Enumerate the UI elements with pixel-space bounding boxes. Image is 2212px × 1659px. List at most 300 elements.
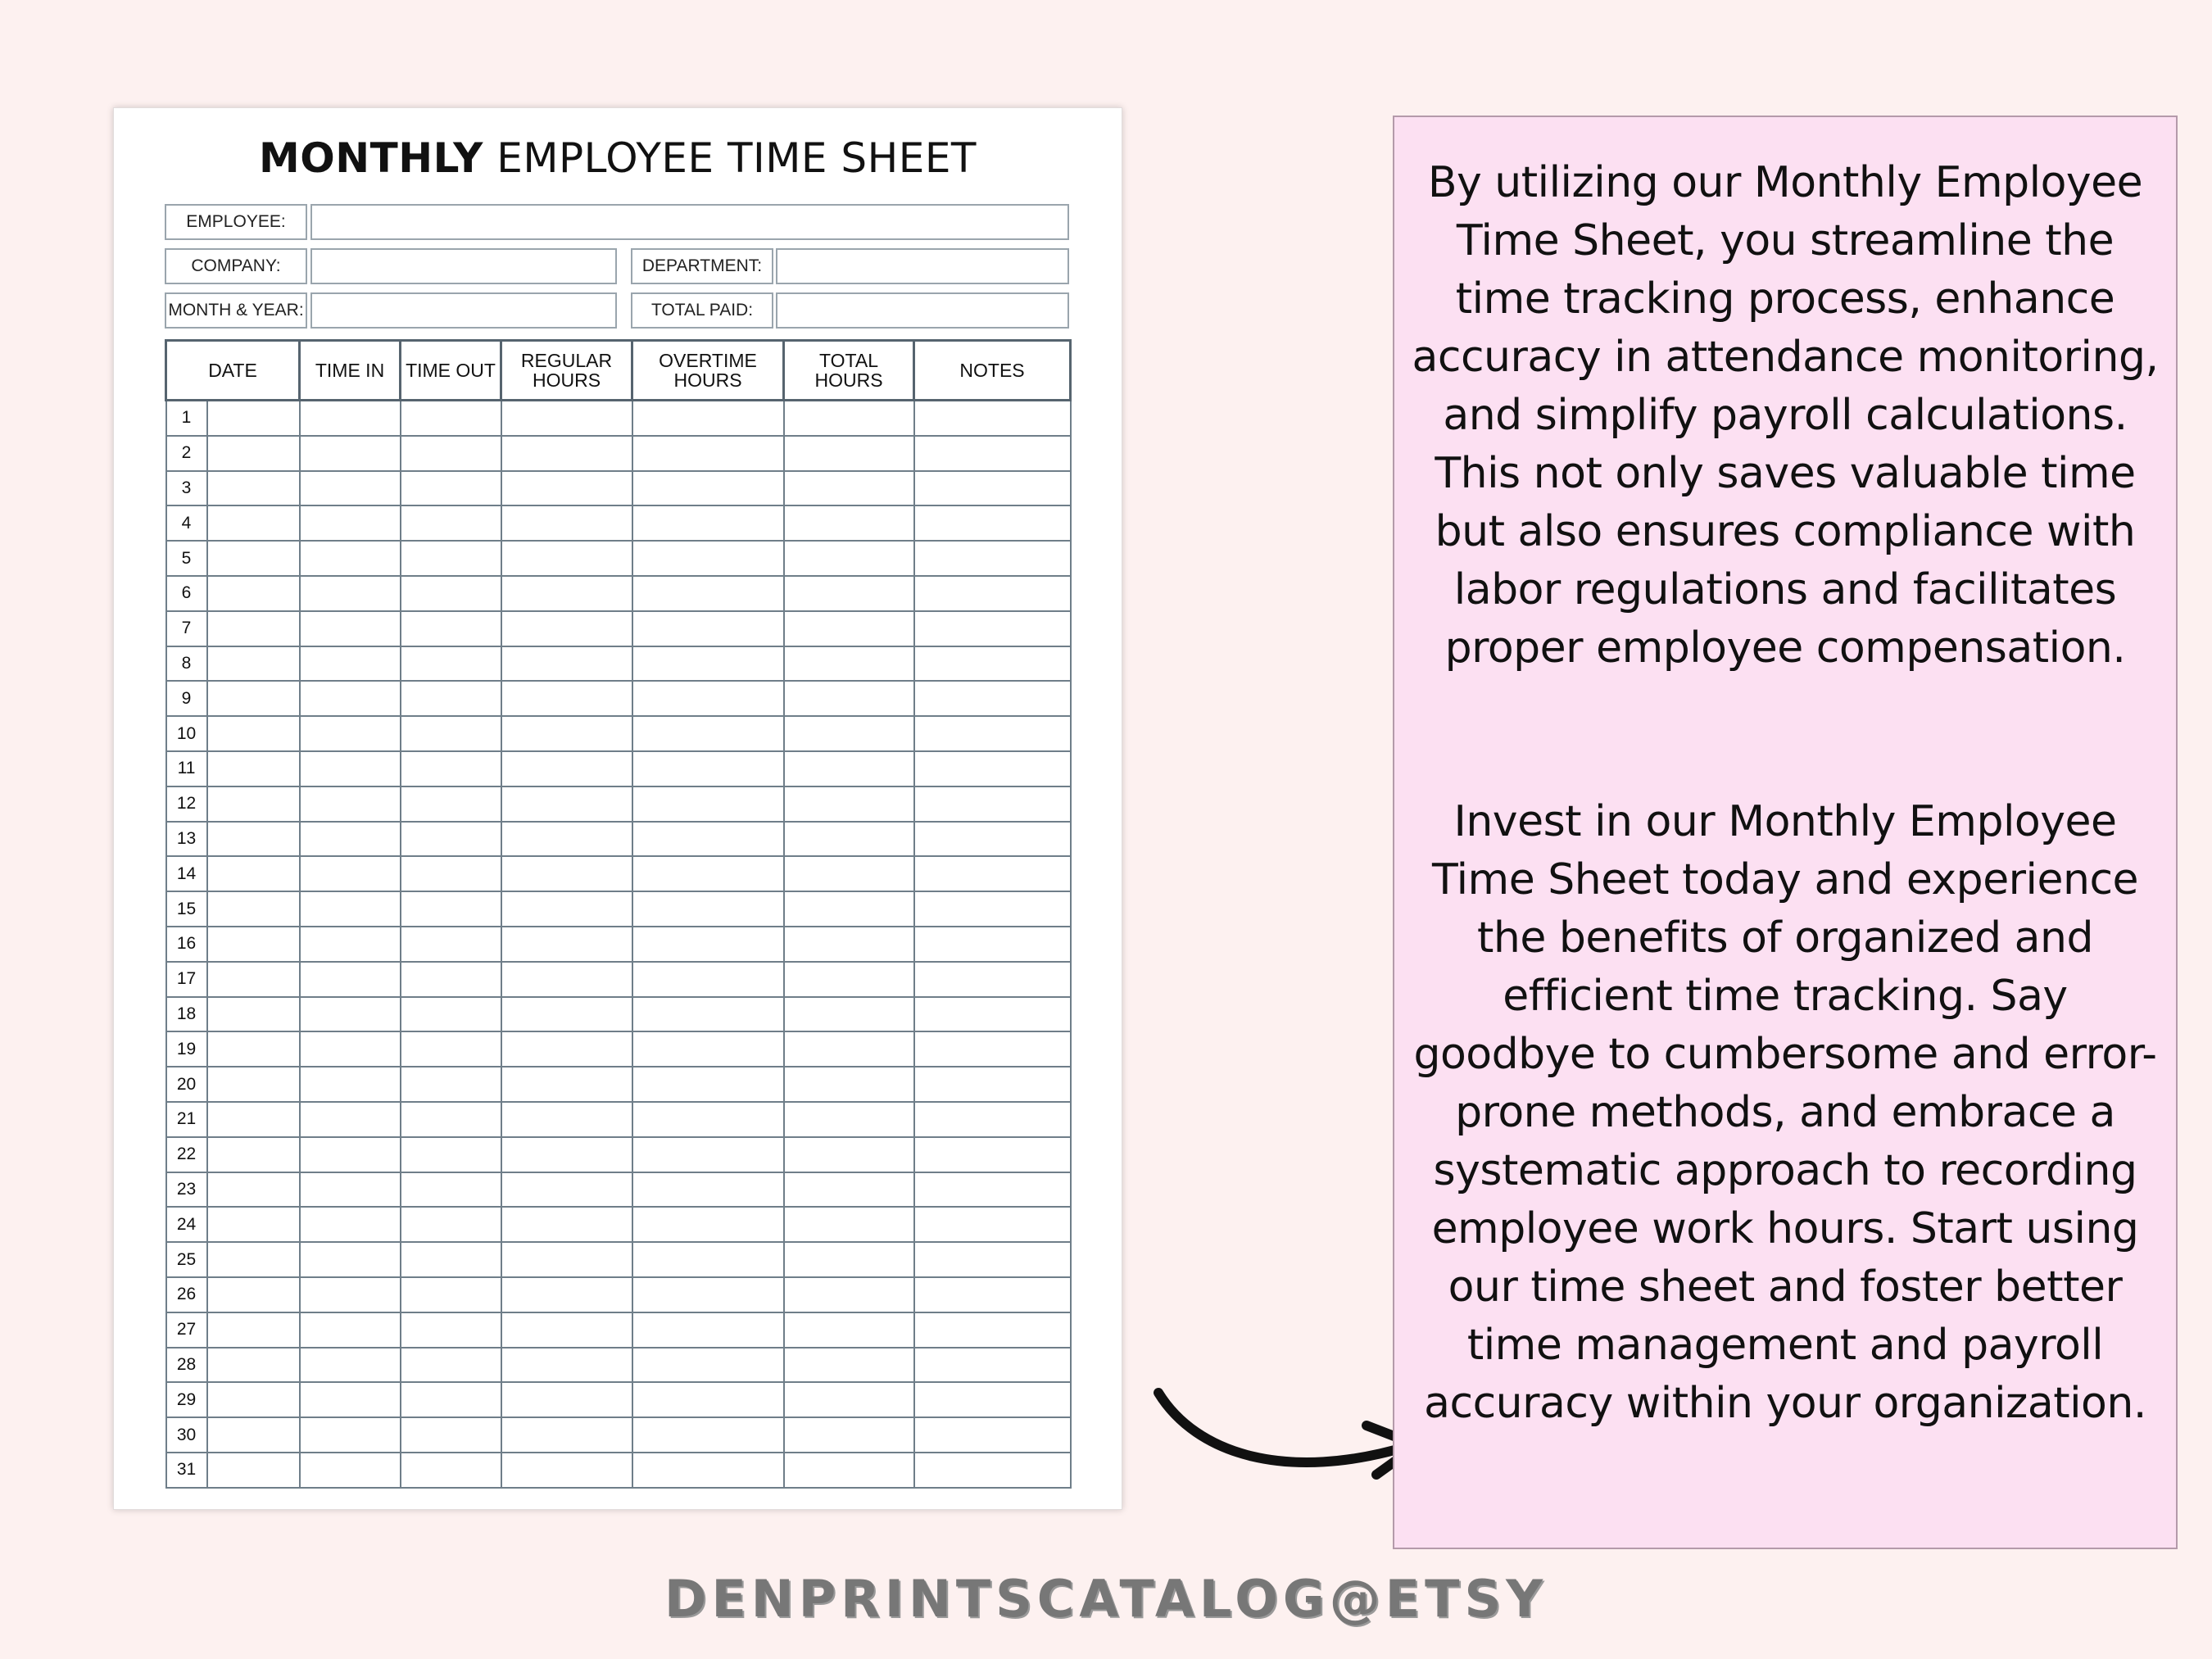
overtime-hours-cell[interactable] [632, 716, 784, 751]
time-in-cell[interactable] [300, 576, 401, 611]
total-paid-label: TOTAL PAID: [631, 292, 773, 329]
overtime-hours-cell[interactable] [632, 505, 784, 541]
regular-hours-cell[interactable] [501, 1137, 632, 1172]
total-line-1: TOTAL [819, 349, 879, 371]
notes-cell[interactable] [914, 927, 1071, 962]
time-out-cell[interactable] [401, 611, 501, 646]
table-row [166, 541, 1071, 576]
company-label: COMPANY: [165, 248, 307, 284]
notes-cell[interactable] [914, 576, 1071, 611]
total-hours-cell[interactable] [784, 646, 914, 682]
overtime-hours-cell[interactable] [632, 1207, 784, 1242]
employee-field[interactable] [310, 204, 1069, 240]
regular-hours-cell[interactable] [501, 997, 632, 1032]
day-number: 26 [166, 1277, 207, 1312]
table-row [166, 611, 1071, 646]
table-row [166, 822, 1071, 857]
notes-cell[interactable] [914, 997, 1071, 1032]
time-in-cell[interactable] [300, 1277, 401, 1312]
regular-hours-cell[interactable] [501, 1067, 632, 1102]
time-in-cell[interactable] [300, 1031, 401, 1067]
table-row [166, 1137, 1071, 1172]
day-number: 3 [166, 471, 207, 506]
time-in-cell[interactable] [300, 716, 401, 751]
month-year-label: MONTH & YEAR: [165, 292, 307, 329]
overtime-hours-cell[interactable] [632, 1348, 784, 1383]
title-rest: EMPLOYEE TIME SHEET [496, 134, 977, 182]
month-year-field[interactable] [310, 292, 617, 329]
time-in-cell[interactable] [300, 1453, 401, 1488]
overtime-hours-cell[interactable] [632, 891, 784, 927]
table-row [166, 1417, 1071, 1453]
date-cell[interactable] [207, 1312, 300, 1348]
overtime-hours-cell[interactable] [632, 576, 784, 611]
total-hours-cell[interactable] [784, 1172, 914, 1208]
notes-cell[interactable] [914, 716, 1071, 751]
day-number: 11 [166, 751, 207, 786]
total-hours-cell[interactable] [784, 962, 914, 997]
date-cell[interactable] [207, 716, 300, 751]
column-header-notes: NOTES [914, 341, 1071, 401]
date-cell[interactable] [207, 1348, 300, 1383]
day-number: 24 [166, 1207, 207, 1242]
table-row [166, 436, 1071, 471]
notes-cell[interactable] [914, 1102, 1071, 1137]
time-out-cell[interactable] [401, 751, 501, 786]
total-hours-cell[interactable] [784, 1348, 914, 1383]
table-row [166, 646, 1071, 682]
regular-hours-cell[interactable] [501, 856, 632, 891]
day-number: 4 [166, 505, 207, 541]
time-in-cell[interactable] [300, 891, 401, 927]
overtime-hours-cell[interactable] [632, 1277, 784, 1312]
overtime-hours-cell[interactable] [632, 1172, 784, 1208]
time-out-cell[interactable] [401, 1207, 501, 1242]
time-in-cell[interactable] [300, 927, 401, 962]
date-cell[interactable] [207, 541, 300, 576]
column-header-time-in: TIME IN [300, 341, 401, 401]
regular-hours-cell[interactable] [501, 962, 632, 997]
time-in-cell[interactable] [300, 962, 401, 997]
time-out-cell[interactable] [401, 1348, 501, 1383]
date-cell[interactable] [207, 1067, 300, 1102]
overtime-hours-cell[interactable] [632, 611, 784, 646]
date-cell[interactable] [207, 1102, 300, 1137]
table-row [166, 1067, 1071, 1102]
time-in-cell[interactable] [300, 1348, 401, 1383]
date-cell[interactable] [207, 1382, 300, 1417]
notes-cell[interactable] [914, 1242, 1071, 1277]
table-row [166, 962, 1071, 997]
table-row [166, 786, 1071, 822]
time-in-cell[interactable] [300, 1137, 401, 1172]
date-cell[interactable] [207, 786, 300, 822]
table-row [166, 1031, 1071, 1067]
regular-hours-cell[interactable] [501, 927, 632, 962]
time-in-cell[interactable] [300, 541, 401, 576]
date-cell[interactable] [207, 436, 300, 471]
total-hours-cell[interactable] [784, 1067, 914, 1102]
time-out-cell[interactable] [401, 541, 501, 576]
overtime-hours-cell[interactable] [632, 646, 784, 682]
total-hours-cell[interactable] [784, 997, 914, 1032]
notes-cell[interactable] [914, 1277, 1071, 1312]
overtime-hours-cell[interactable] [632, 786, 784, 822]
sheet-title [114, 134, 1122, 182]
total-hours-cell[interactable] [784, 1417, 914, 1453]
department-field[interactable] [776, 248, 1069, 284]
overtime-hours-cell[interactable] [632, 856, 784, 891]
overtime-hours-cell[interactable] [632, 436, 784, 471]
time-in-cell[interactable] [300, 822, 401, 857]
day-number: 22 [166, 1137, 207, 1172]
overtime-hours-cell[interactable] [632, 822, 784, 857]
day-number: 10 [166, 716, 207, 751]
time-out-cell[interactable] [401, 646, 501, 682]
notes-cell[interactable] [914, 1067, 1071, 1102]
regular-hours-cell[interactable] [501, 1172, 632, 1208]
time-in-cell[interactable] [300, 1382, 401, 1417]
time-in-cell[interactable] [300, 1207, 401, 1242]
overtime-hours-cell[interactable] [632, 751, 784, 786]
total-hours-cell[interactable] [784, 681, 914, 716]
time-out-cell[interactable] [401, 576, 501, 611]
regular-hours-cell[interactable] [501, 505, 632, 541]
date-cell[interactable] [207, 1417, 300, 1453]
total-hours-cell[interactable] [784, 401, 914, 436]
total-paid-field[interactable] [776, 292, 1069, 329]
total-hours-cell[interactable] [784, 1137, 914, 1172]
time-out-cell[interactable] [401, 1102, 501, 1137]
total-hours-cell[interactable] [784, 611, 914, 646]
time-out-cell[interactable] [401, 436, 501, 471]
time-in-cell[interactable] [300, 401, 401, 436]
time-out-cell[interactable] [401, 927, 501, 962]
overtime-hours-cell[interactable] [632, 1102, 784, 1137]
time-in-cell[interactable] [300, 1102, 401, 1137]
time-out-cell[interactable] [401, 1453, 501, 1488]
total-hours-cell[interactable] [784, 576, 914, 611]
column-header-overtime-hours [632, 341, 784, 401]
total-hours-cell[interactable] [784, 856, 914, 891]
date-cell[interactable] [207, 1207, 300, 1242]
overtime-hours-cell[interactable] [632, 401, 784, 436]
day-number: 16 [166, 927, 207, 962]
total-hours-cell[interactable] [784, 436, 914, 471]
total-hours-cell[interactable] [784, 1312, 914, 1348]
regular-hours-cell[interactable] [501, 751, 632, 786]
overtime-hours-cell[interactable] [632, 927, 784, 962]
table-row [166, 856, 1071, 891]
table-row [166, 681, 1071, 716]
notes-cell[interactable] [914, 822, 1071, 857]
day-number: 2 [166, 436, 207, 471]
regular-hours-cell[interactable] [501, 401, 632, 436]
date-cell[interactable] [207, 401, 300, 436]
time-in-cell[interactable] [300, 751, 401, 786]
time-out-cell[interactable] [401, 856, 501, 891]
timesheet-table [165, 339, 1072, 1489]
total-hours-cell[interactable] [784, 1382, 914, 1417]
time-out-cell[interactable] [401, 505, 501, 541]
time-out-cell[interactable] [401, 1277, 501, 1312]
regular-hours-cell[interactable] [501, 1277, 632, 1312]
day-number: 23 [166, 1172, 207, 1208]
overtime-hours-cell[interactable] [632, 681, 784, 716]
shop-watermark: DENPRINTSCATALOG@ETSY [664, 1569, 1548, 1629]
date-cell[interactable] [207, 822, 300, 857]
day-number: 21 [166, 1102, 207, 1137]
time-in-cell[interactable] [300, 1172, 401, 1208]
overtime-hours-cell[interactable] [632, 1312, 784, 1348]
time-in-cell[interactable] [300, 471, 401, 506]
time-in-cell[interactable] [300, 1067, 401, 1102]
regular-hours-cell[interactable] [501, 611, 632, 646]
time-out-cell[interactable] [401, 1067, 501, 1102]
overtime-hours-cell[interactable] [632, 1242, 784, 1277]
description-paragraph-1: By utilizing our Monthly Employee Time Sheet, you streamline the time tracking process, enhance accuracy in attendance monitoring, and simplify payroll calculations. This not only saves valuable time but also ensures compliance with labor regulations and facilitates proper employee compensation. [1412, 158, 2159, 673]
time-out-cell[interactable] [401, 716, 501, 751]
total-hours-cell[interactable] [784, 1102, 914, 1137]
column-header-time-out: TIME OUT [401, 341, 501, 401]
notes-cell[interactable] [914, 856, 1071, 891]
total-hours-cell[interactable] [784, 1207, 914, 1242]
table-row [166, 1242, 1071, 1277]
column-header-total-hours [784, 341, 914, 401]
regular-hours-cell[interactable] [501, 786, 632, 822]
time-out-cell[interactable] [401, 1242, 501, 1277]
regular-hours-cell[interactable] [501, 822, 632, 857]
notes-cell[interactable] [914, 1453, 1071, 1488]
day-number: 28 [166, 1348, 207, 1383]
notes-cell[interactable] [914, 681, 1071, 716]
regular-hours-cell[interactable] [501, 1102, 632, 1137]
notes-cell[interactable] [914, 646, 1071, 682]
date-cell[interactable] [207, 927, 300, 962]
regular-line-1: REGULAR [520, 349, 613, 371]
title-bold: MONTHLY [259, 134, 483, 182]
regular-hours-cell[interactable] [501, 716, 632, 751]
description-paragraph-2: Invest in our Monthly Employee Time Sheet today and experience the benefits of organized and efficient time tracking. Say goodbye to cumbersome and error-prone methods, and embrace a systematic approach to recording employee work hours. Start using our time sheet and foster better time management and payroll accuracy within your organization. [1413, 797, 2157, 1428]
time-in-cell[interactable] [300, 786, 401, 822]
table-row [166, 891, 1071, 927]
regular-hours-cell[interactable] [501, 436, 632, 471]
table-row [166, 716, 1071, 751]
date-cell[interactable] [207, 891, 300, 927]
day-number: 20 [166, 1067, 207, 1102]
date-cell[interactable] [207, 1453, 300, 1488]
regular-hours-cell[interactable] [501, 1453, 632, 1488]
total-hours-cell[interactable] [784, 1242, 914, 1277]
regular-hours-cell[interactable] [501, 1382, 632, 1417]
day-number: 31 [166, 1453, 207, 1488]
table-row [166, 1453, 1071, 1488]
table-row [166, 1102, 1071, 1137]
notes-cell[interactable] [914, 891, 1071, 927]
regular-hours-cell[interactable] [501, 646, 632, 682]
company-field[interactable] [310, 248, 617, 284]
date-cell[interactable] [207, 997, 300, 1032]
table-row [166, 505, 1071, 541]
employee-label: EMPLOYEE: [165, 204, 307, 240]
overtime-hours-cell[interactable] [632, 1067, 784, 1102]
notes-cell[interactable] [914, 1207, 1071, 1242]
time-in-cell[interactable] [300, 436, 401, 471]
day-number: 1 [166, 401, 207, 436]
date-cell[interactable] [207, 1277, 300, 1312]
notes-cell[interactable] [914, 1382, 1071, 1417]
total-hours-cell[interactable] [784, 541, 914, 576]
date-cell[interactable] [207, 1137, 300, 1172]
time-out-cell[interactable] [401, 786, 501, 822]
total-hours-cell[interactable] [784, 1031, 914, 1067]
overtime-hours-cell[interactable] [632, 997, 784, 1032]
description-panel [1393, 116, 2178, 1549]
notes-cell[interactable] [914, 751, 1071, 786]
notes-cell[interactable] [914, 1348, 1071, 1383]
day-number: 27 [166, 1312, 207, 1348]
date-cell[interactable] [207, 505, 300, 541]
time-in-cell[interactable] [300, 1242, 401, 1277]
time-in-cell[interactable] [300, 1417, 401, 1453]
overtime-hours-cell[interactable] [632, 541, 784, 576]
regular-hours-cell[interactable] [501, 576, 632, 611]
day-number: 30 [166, 1417, 207, 1453]
date-cell[interactable] [207, 751, 300, 786]
overtime-hours-cell[interactable] [632, 1031, 784, 1067]
time-in-cell[interactable] [300, 856, 401, 891]
day-number: 5 [166, 541, 207, 576]
date-cell[interactable] [207, 681, 300, 716]
overtime-hours-cell[interactable] [632, 962, 784, 997]
date-cell[interactable] [207, 576, 300, 611]
regular-hours-cell[interactable] [501, 1242, 632, 1277]
table-row [166, 751, 1071, 786]
notes-cell[interactable] [914, 1137, 1071, 1172]
table-row [166, 401, 1071, 436]
regular-line-2: HOURS [532, 369, 601, 391]
date-cell[interactable] [207, 611, 300, 646]
notes-cell[interactable] [914, 786, 1071, 822]
table-row [166, 471, 1071, 506]
time-out-cell[interactable] [401, 1137, 501, 1172]
overtime-hours-cell[interactable] [632, 1382, 784, 1417]
day-number: 14 [166, 856, 207, 891]
notes-cell[interactable] [914, 1031, 1071, 1067]
time-in-cell[interactable] [300, 1312, 401, 1348]
total-hours-cell[interactable] [784, 786, 914, 822]
notes-cell[interactable] [914, 1417, 1071, 1453]
total-hours-cell[interactable] [784, 891, 914, 927]
table-row [166, 1277, 1071, 1312]
day-number: 25 [166, 1242, 207, 1277]
regular-hours-cell[interactable] [501, 891, 632, 927]
time-out-cell[interactable] [401, 401, 501, 436]
time-in-cell[interactable] [300, 997, 401, 1032]
date-cell[interactable] [207, 1031, 300, 1067]
time-out-cell[interactable] [401, 822, 501, 857]
total-hours-cell[interactable] [784, 716, 914, 751]
total-hours-cell[interactable] [784, 751, 914, 786]
notes-cell[interactable] [914, 1312, 1071, 1348]
day-number: 17 [166, 962, 207, 997]
total-line-2: HOURS [814, 369, 883, 391]
table-row [166, 927, 1071, 962]
time-out-cell[interactable] [401, 1172, 501, 1208]
notes-cell[interactable] [914, 611, 1071, 646]
time-out-cell[interactable] [401, 1312, 501, 1348]
time-out-cell[interactable] [401, 681, 501, 716]
total-hours-cell[interactable] [784, 1277, 914, 1312]
notes-cell[interactable] [914, 505, 1071, 541]
date-cell[interactable] [207, 1172, 300, 1208]
day-number: 7 [166, 611, 207, 646]
date-cell[interactable] [207, 646, 300, 682]
day-number: 15 [166, 891, 207, 927]
time-out-cell[interactable] [401, 962, 501, 997]
regular-hours-cell[interactable] [501, 1348, 632, 1383]
notes-cell[interactable] [914, 962, 1071, 997]
regular-hours-cell[interactable] [501, 1207, 632, 1242]
total-hours-cell[interactable] [784, 927, 914, 962]
notes-cell[interactable] [914, 401, 1071, 436]
time-out-cell[interactable] [401, 1031, 501, 1067]
total-hours-cell[interactable] [784, 1453, 914, 1488]
time-out-cell[interactable] [401, 1382, 501, 1417]
date-cell[interactable] [207, 471, 300, 506]
time-out-cell[interactable] [401, 997, 501, 1032]
total-hours-cell[interactable] [784, 471, 914, 506]
time-out-cell[interactable] [401, 891, 501, 927]
date-cell[interactable] [207, 1242, 300, 1277]
regular-hours-cell[interactable] [501, 471, 632, 506]
notes-cell[interactable] [914, 1172, 1071, 1208]
total-hours-cell[interactable] [784, 822, 914, 857]
table-row [166, 1172, 1071, 1208]
table-row [166, 1207, 1071, 1242]
regular-hours-cell[interactable] [501, 1417, 632, 1453]
regular-hours-cell[interactable] [501, 1312, 632, 1348]
overtime-hours-cell[interactable] [632, 1417, 784, 1453]
date-cell[interactable] [207, 962, 300, 997]
overtime-hours-cell[interactable] [632, 1137, 784, 1172]
notes-cell[interactable] [914, 541, 1071, 576]
date-cell[interactable] [207, 856, 300, 891]
overtime-hours-cell[interactable] [632, 471, 784, 506]
time-out-cell[interactable] [401, 471, 501, 506]
table-row [166, 1312, 1071, 1348]
regular-hours-cell[interactable] [501, 541, 632, 576]
time-in-cell[interactable] [300, 681, 401, 716]
time-in-cell[interactable] [300, 505, 401, 541]
day-number: 13 [166, 822, 207, 857]
notes-cell[interactable] [914, 471, 1071, 506]
time-in-cell[interactable] [300, 646, 401, 682]
total-hours-cell[interactable] [784, 505, 914, 541]
day-number: 8 [166, 646, 207, 682]
overtime-line-2: HOURS [673, 369, 742, 391]
regular-hours-cell[interactable] [501, 1031, 632, 1067]
regular-hours-cell[interactable] [501, 681, 632, 716]
day-number: 9 [166, 681, 207, 716]
overtime-line-1: OVERTIME [659, 349, 757, 371]
time-out-cell[interactable] [401, 1417, 501, 1453]
notes-cell[interactable] [914, 436, 1071, 471]
overtime-hours-cell[interactable] [632, 1453, 784, 1488]
day-number: 19 [166, 1031, 207, 1067]
time-in-cell[interactable] [300, 611, 401, 646]
column-header-date: DATE [166, 341, 300, 401]
